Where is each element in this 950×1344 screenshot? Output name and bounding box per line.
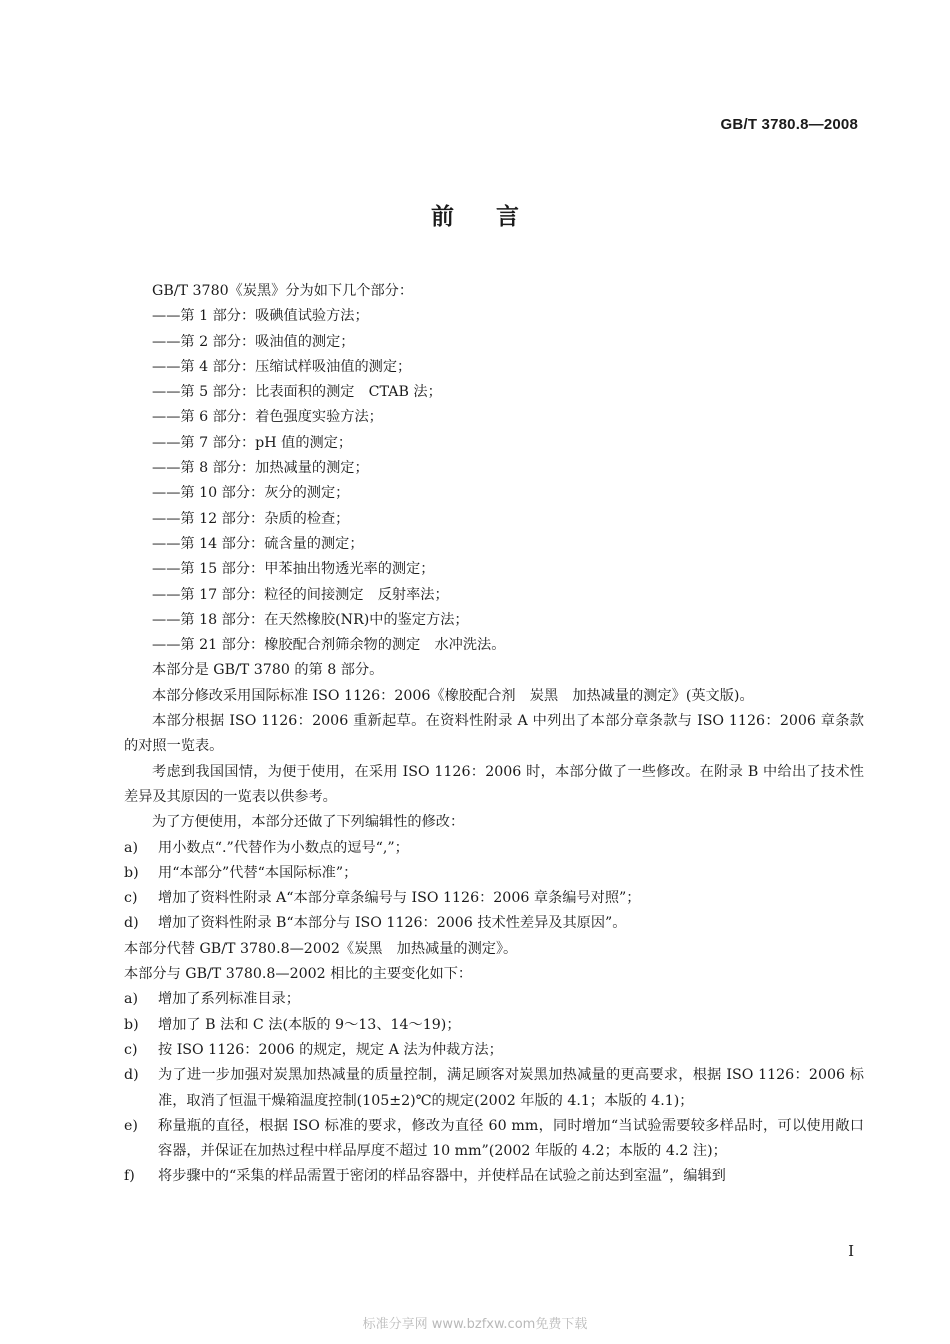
list-item: ——第 5 部分：比表面积的测定 CTAB 法；: [152, 384, 442, 401]
list-marker: c): [124, 1041, 138, 1058]
list-item: ——第 2 部分：吸油值的测定；: [152, 333, 355, 350]
main-changes-list: [124, 987, 864, 1189]
list-item: [124, 1038, 864, 1063]
list-marker: a): [124, 839, 138, 856]
list-marker: b): [124, 1016, 139, 1033]
redraft-paragraph: 本部分根据 ISO 1126：2006 重新起草。在资料性附录 A 中列出了本部分章条款与 ISO 1126：2006 章条款的对照一览表。: [124, 713, 864, 755]
list-item: [124, 886, 864, 911]
replaces-paragraph: 本部分代替 GB/T 3780.8—2002《炭黑 加热减量的测定》。: [124, 940, 518, 957]
list-marker: d): [124, 1067, 139, 1084]
list-item-text: 增加了 B 法和 C 法(本版的 9～13、14～19)；: [158, 1016, 461, 1033]
list-item: ——第 8 部分：加热减量的测定；: [152, 460, 369, 477]
list-item-text: 称量瓶的直径，根据 ISO 标准的要求，修改为直径 60 mm，同时增加“当试验需要较多样品时，可以使用敞口容器，并保证在加热过程中样品厚度不超过 10 mm”(2002 年版的 4.2；本版的 4.2 注)；: [158, 1117, 864, 1160]
list-marker: f): [124, 1168, 135, 1185]
list-item: [124, 861, 864, 886]
list-item: [124, 1114, 864, 1165]
list-item-text: 增加了资料性附录 A“本部分章条编号与 ISO 1126：2006 章条编号对照”；: [158, 890, 641, 907]
list-item: ——第 10 部分：灰分的测定；: [152, 485, 350, 502]
list-item-text: 增加了系列标准目录；: [158, 991, 300, 1008]
list-item: [124, 1013, 864, 1038]
list-marker: a): [124, 991, 138, 1008]
list-item: ——第 1 部分：吸碘值试验方法；: [152, 308, 369, 325]
modification-paragraph: 考虑到我国国情，为便于使用，在采用 ISO 1126：2006 时，本部分做了一些修改。在附录 B 中给出了技术性差异及其原因的一览表以供参考。: [124, 763, 864, 805]
list-item: ——第 17 部分：粒径的间接测定 反射率法；: [152, 586, 449, 603]
intro-paragraph: GB/T 3780《炭黑》分为如下几个部分：: [152, 283, 414, 299]
list-item: [124, 1063, 864, 1114]
page-title: 前言: [431, 204, 561, 230]
list-item: [124, 1164, 864, 1189]
standard-number: GB/T 3780.8—2008: [720, 116, 858, 133]
list-item: ——第 7 部分：pH 值的测定；: [152, 434, 353, 451]
list-item: ——第 15 部分：甲苯抽出物透光率的测定；: [152, 561, 435, 578]
list-marker: d): [124, 915, 139, 932]
list-item-text: 用“本部分”代替“本国际标准”；: [158, 864, 358, 881]
editorial-intro-paragraph: 为了方便使用，本部分还做了下列编辑性的修改：: [152, 814, 465, 831]
list-item: ——第 14 部分：硫含量的测定；: [152, 535, 364, 552]
list-item: ——第 21 部分：橡胶配合剂筛余物的测定 水冲洗法。: [152, 637, 506, 654]
list-item-text: 增加了资料性附录 B“本部分与 ISO 1126：2006 技术性差异及其原因”。: [158, 915, 627, 932]
list-item: [124, 836, 864, 861]
statement-part-paragraph: 本部分是 GB/T 3780 的第 8 部分。: [152, 662, 384, 679]
list-marker: e): [124, 1117, 138, 1134]
list-marker: c): [124, 890, 138, 907]
list-item-text: 将步骤中的“采集的样品需置于密闭的样品容器中，并使样品在试验之前达到室温”，编辑到: [158, 1168, 726, 1185]
document-body: [124, 279, 864, 1190]
list-item: ——第 12 部分：杂质的检查；: [152, 510, 350, 527]
list-item: ——第 6 部分：着色强度实验方法；: [152, 409, 383, 426]
watermark: 标准分享网 www.bzfxw.com免费下载: [362, 1317, 588, 1332]
list-item: [124, 987, 864, 1012]
list-marker: b): [124, 864, 139, 881]
parts-list: [124, 304, 864, 658]
list-item-text: 按 ISO 1126：2006 的规定，规定 A 法为仲裁方法；: [158, 1041, 503, 1058]
list-item: ——第 18 部分：在天然橡胶(NR)中的鉴定方法；: [152, 611, 469, 628]
list-item: ——第 4 部分：压缩试样吸油值的测定；: [152, 358, 412, 375]
page-number: I: [848, 1242, 854, 1260]
adoption-paragraph: 本部分修改采用国际标准 ISO 1126：2006《橡胶配合剂 炭黑 加热减量的测定》(英文版)。: [152, 687, 754, 704]
list-item-text: 用小数点“.”代替作为小数点的逗号“,”；: [158, 839, 409, 856]
list-item-text: 为了进一步加强对炭黑加热减量的质量控制，满足顾客对炭黑加热减量的更高要求，根据 ISO 1126：2006 标准，取消了恒温干燥箱温度控制(105±2)℃的规定(2002 年版的 4.1；本版的 4.1)；: [158, 1067, 864, 1109]
list-item: [124, 911, 864, 936]
main-changes-intro: 本部分与 GB/T 3780.8—2002 相比的主要变化如下：: [124, 966, 473, 983]
editorial-changes-list: [124, 836, 864, 937]
